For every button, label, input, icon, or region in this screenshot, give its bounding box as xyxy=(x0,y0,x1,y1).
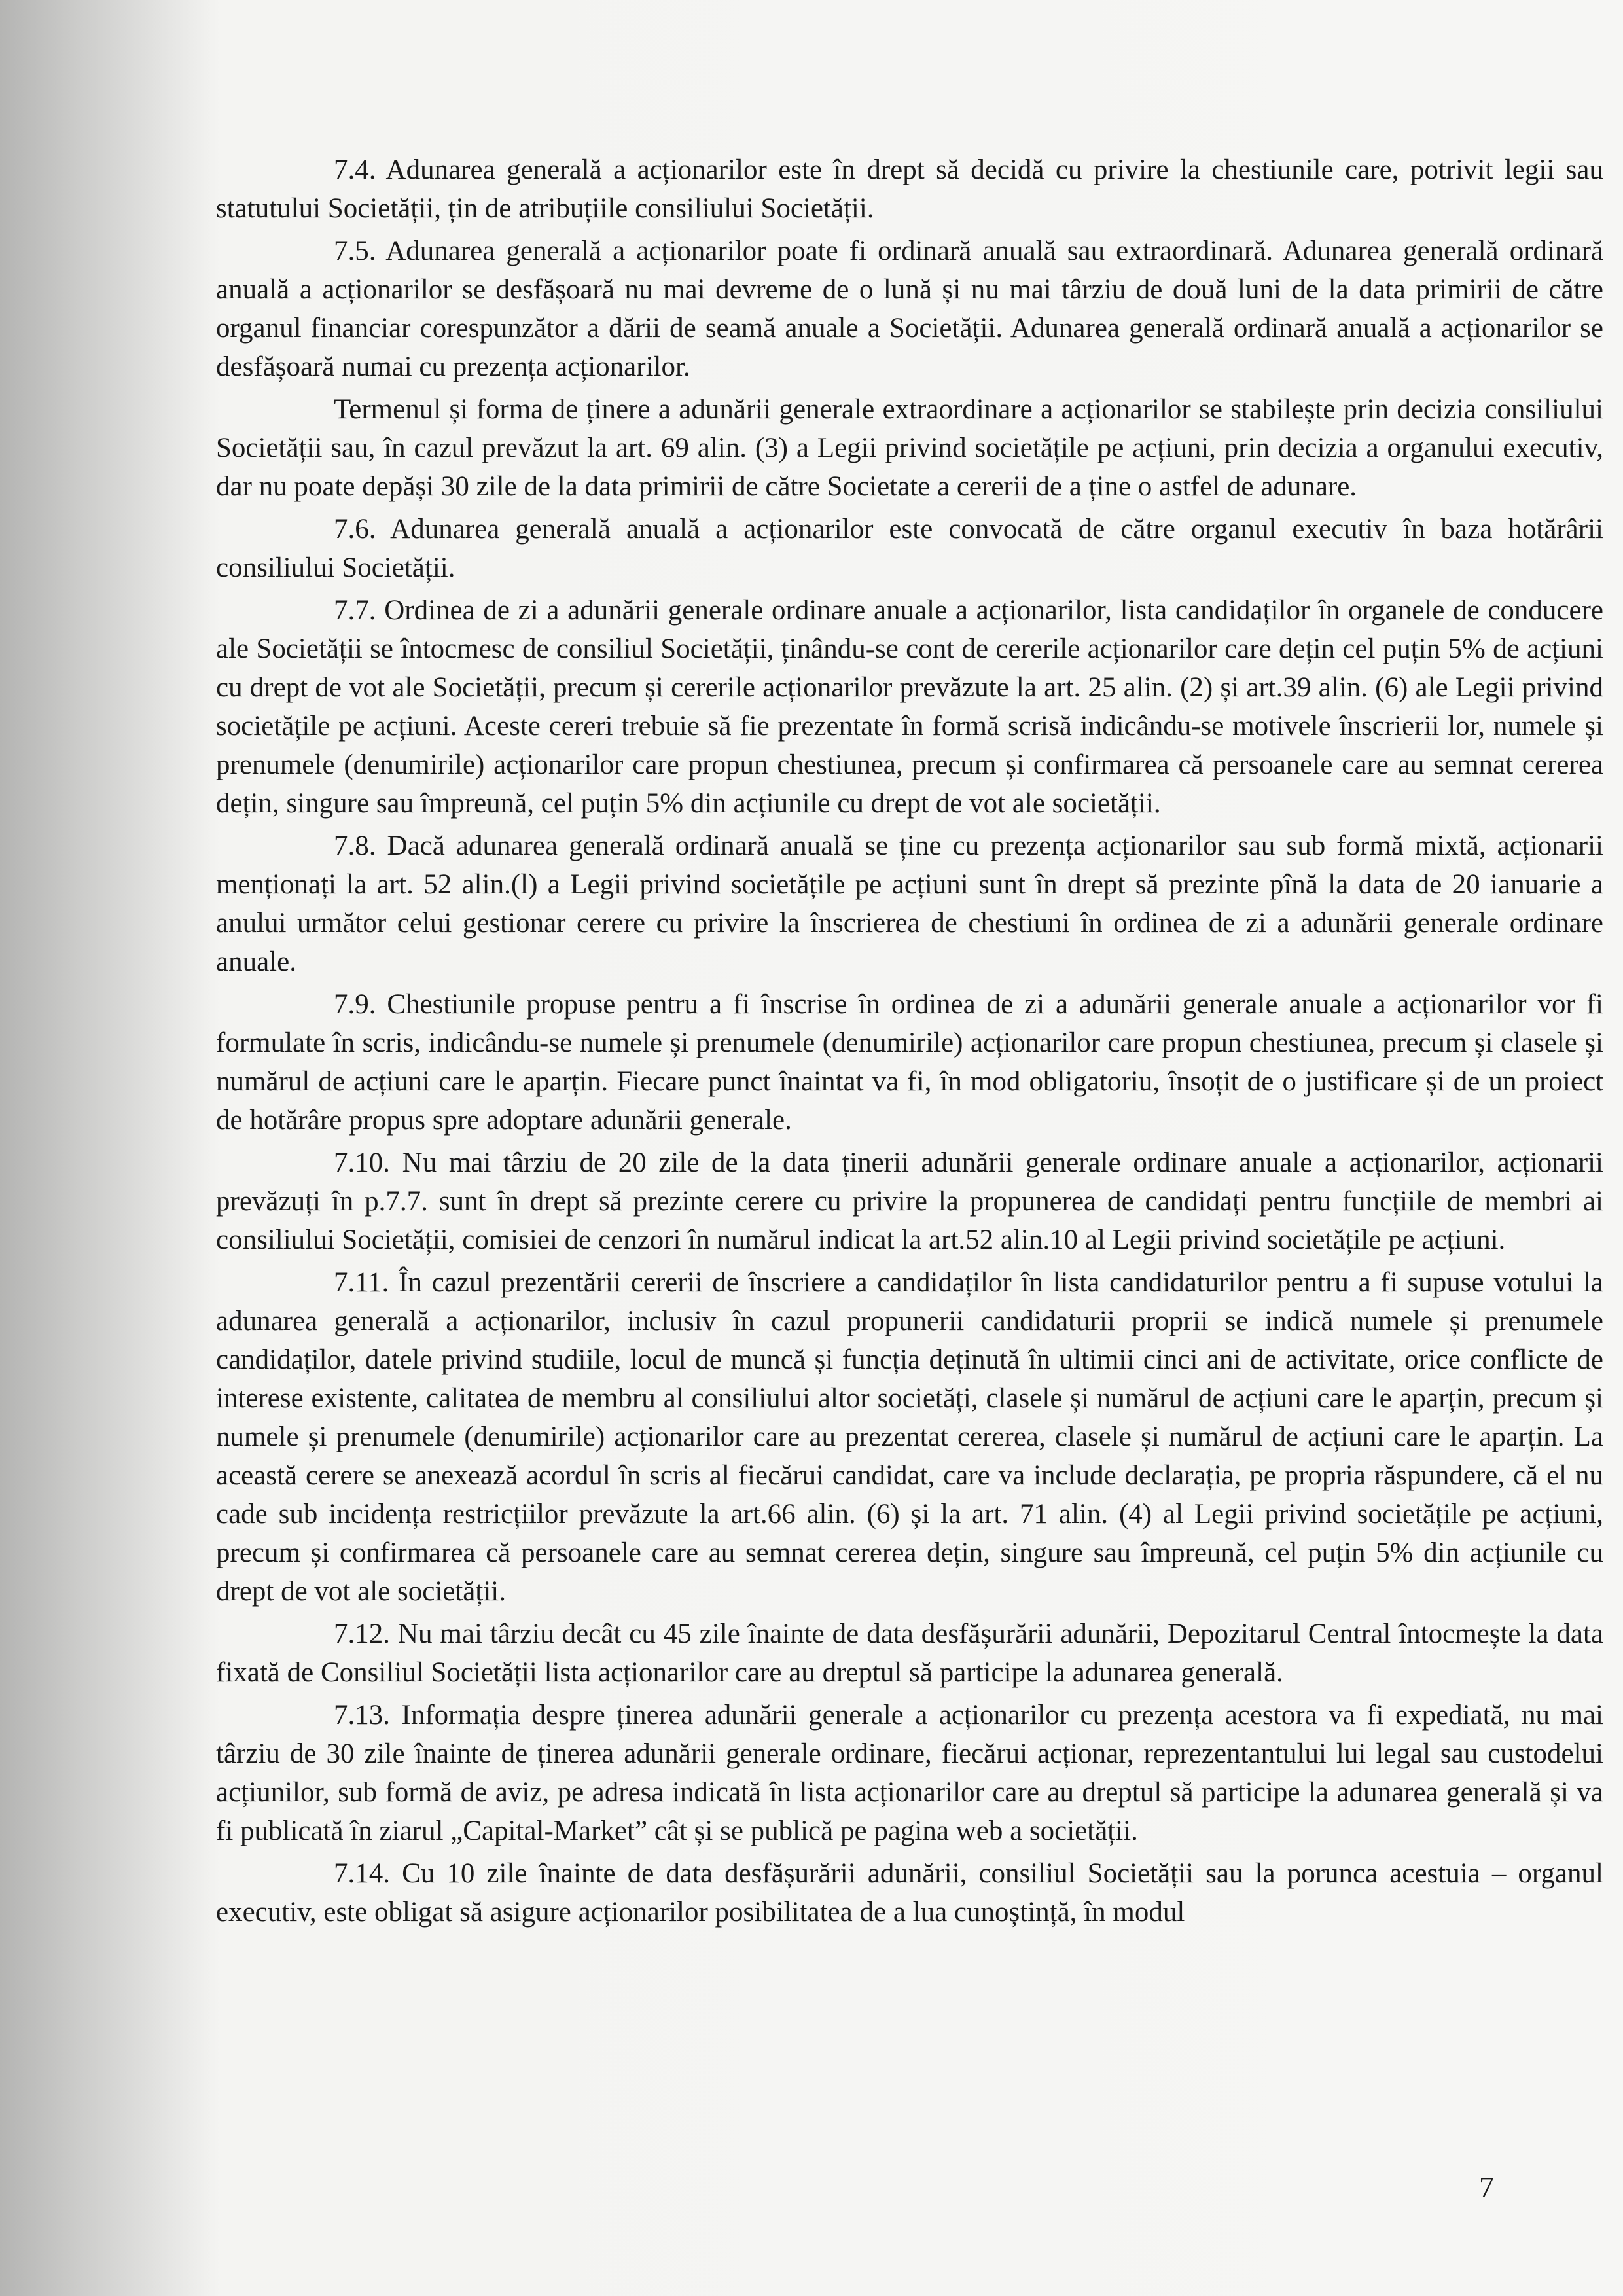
paragraph-text: Ordinea de zi a adunării generale ordinare anuale a acționarilor, lista candidaților în organele de conducere ale Societății se întocmesc de consiliul Societății, ținându-se cont de cererile acționarilor care dețin cel puțin 5% de acțiuni cu drept de vot ale Societății, precum și cererile acționarilor prevăzute la art. 25 alin. (2) și art.39 alin. (6) ale Legii privind societățile pe acțiuni. Aceste cereri trebuie să fie prezentate în formă scrisă indicându-se motivele înscrierii lor, numele și prenumele (denumirile) acționarilor care propun chestiunea, precum și confirmarea că persoanele care au semnat cererea dețin, singure sau împreună, cel puțin 5% din acțiunile cu drept de vot ale societății. xyxy=(216,595,1604,819)
paragraph-number: 7.11. xyxy=(334,1267,389,1298)
paragraph-number: 7.6. xyxy=(334,514,376,545)
paragraph-text: Dacă adunarea generală ordinară anuală se ține cu prezența acționarilor sau sub formă mixtă, acționarii menționați la art. 52 alin.(l) a Legii privind societățile pe acțiuni sunt în drept să prezinte pînă la data de 20 ianuarie a anului următor celui gestionar cerere cu privire la înscrierea de chestiuni în ordinea de zi a adunării generale ordinare anuale. xyxy=(216,831,1604,977)
paragraph-7-9 xyxy=(216,985,1603,1139)
paragraph-number: 7.12. xyxy=(334,1619,390,1649)
paragraph-number: 7.9. xyxy=(334,989,376,1020)
document-body xyxy=(216,151,1603,1935)
paragraph-7-6 xyxy=(216,510,1603,587)
paragraph-number: 7.8. xyxy=(334,831,376,861)
paragraph-text: Informația despre ținerea adunării generale a acționarilor cu prezența acestora va fi expediată, nu mai târziu de 30 zile înainte de ținerea adunării generale ordinare, fiecărui acționar, reprezentantului lui legal sau custodelui acțiunilor, sub formă de aviz, pe adresa indicată în lista acționarilor care au dreptul să participe la adunarea generală și va fi publicată în ziarul „Capital-Market” cât și se publică pe pagina web a societății. xyxy=(216,1700,1603,1846)
paragraph-text: Chestiunile propuse pentru a fi înscrise în ordinea de zi a adunării generale anuale a acționarilor vor fi formulate în scris, indicându-se numele și prenumele (denumirile) acționarilor care propun chestiunea, precum și clasele și numărul de acțiuni care le aparțin. Fiecare punct înaintat va fi, în mod obligatoriu, însoțit de o justificare și de un proiect de hotărâre propus spre adoptare adunării generale. xyxy=(216,989,1603,1136)
paragraph-text: Termenul și forma de ținere a adunării generale extraordinare a acționarilor se stabilește prin decizia consiliului Societății sau, în cazul prevăzut la art. 69 alin. (3) a Legii privind societățile pe acțiuni, prin decizia a organului executiv, dar nu poate depăși 30 zile de la data primirii de către Societate a cererii de a ține o astfel de adunare. xyxy=(216,394,1603,502)
page-shadow-edge xyxy=(0,0,216,2296)
paragraph-7-4 xyxy=(216,151,1603,228)
paragraph-7-14 xyxy=(216,1854,1603,1931)
paragraph-7-12 xyxy=(216,1615,1603,1692)
paragraph-text: Adunarea generală a acționarilor poate fi ordinară anuală sau extraordinară. Adunarea generală ordinară anuală a acționarilor se desfășoară nu mai devreme de o lună și nu mai târziu de două luni de la data primirii de către organul financiar corespunzător a dării de seamă anuale a Societății. Adunarea generală ordinară anuală a acționarilor se desfășoară numai cu prezența acționarilor. xyxy=(216,236,1603,382)
paragraph-text: Adunarea generală anuală a acționarilor este convocată de către organul executiv în baza hotărârii consiliului Societății. xyxy=(216,514,1603,583)
paragraph-number: 7.14. xyxy=(334,1858,390,1889)
paragraph-number: 7.7. xyxy=(334,595,376,626)
paragraph-number: 7.4. xyxy=(334,154,376,185)
page-number: 7 xyxy=(1479,2170,1494,2204)
paragraph-7-5-continued xyxy=(216,390,1603,506)
paragraph-text: Nu mai târziu de 20 zile de la data ținerii adunării generale ordinare anuale a acționarilor, acționarii prevăzuți în p.7.7. sunt în drept să prezinte cerere cu privire la propunerea de candidați pentru funcțiile de membri ai consiliului Societății, comisiei de cenzori în numărul indicat la art.52 alin.10 al Legii privind societățile pe acțiuni. xyxy=(216,1147,1603,1255)
paragraph-7-13 xyxy=(216,1696,1603,1850)
paragraph-text: În cazul prezentării cererii de înscriere a candidaților în lista candidaturilor pentru a fi supuse votului la adunarea generală a acționarilor, inclusiv în cazul propunerii candidaturii proprii se indică numele și prenumele candidaților, datele privind studiile, locul de muncă și funcția deținută în ultimii cinci ani de activitate, orice conflicte de interese existente, calitatea de membru al consiliului altor societăți, clasele și numărul de acțiuni care le aparțin, precum și numele și prenumele (denumirile) acționarilor care au prezentat cererea, clasele și numărul de acțiuni care le aparțin. La această cerere se anexează acordul în scris al fiecărui candidat, care va include declarația, pe propria răspundere, că el nu cade sub incidența restricțiilor prevăzute la art.66 alin. (6) și la art. 71 alin. (4) al Legii privind societățile pe acțiuni, precum și confirmarea că persoanele care au semnat cererea dețin, singure sau împreună, cel puțin 5% din acțiunile cu drept de vot ale societății. xyxy=(216,1267,1603,1607)
paragraph-text: Adunarea generală a acționarilor este în drept să decidă cu privire la chestiunile care, potrivit legii sau statutului Societății, țin de atribuțiile consiliului Societății. xyxy=(216,154,1603,224)
paragraph-text: Cu 10 zile înainte de data desfășurării adunării, consiliul Societății sau la porunca acestuia – organul executiv, este obligat să asigure acționarilor posibilitatea de a lua cunoștință, în modul xyxy=(216,1858,1603,1928)
paragraph-7-8 xyxy=(216,827,1603,981)
paragraph-7-5 xyxy=(216,232,1603,386)
paragraph-text: Nu mai târziu decât cu 45 zile înainte de data desfășurării adunării, Depozitarul Central întocmește la data fixată de Consiliul Societății lista acționarilor care au dreptul să participe la adunarea generală. xyxy=(216,1619,1604,1688)
paragraph-number: 7.13. xyxy=(334,1700,390,1731)
paragraph-number: 7.10. xyxy=(334,1147,390,1178)
paragraph-number: 7.5. xyxy=(334,236,376,266)
paragraph-7-7 xyxy=(216,591,1603,823)
paragraph-7-11 xyxy=(216,1263,1603,1611)
paragraph-7-10 xyxy=(216,1143,1603,1259)
